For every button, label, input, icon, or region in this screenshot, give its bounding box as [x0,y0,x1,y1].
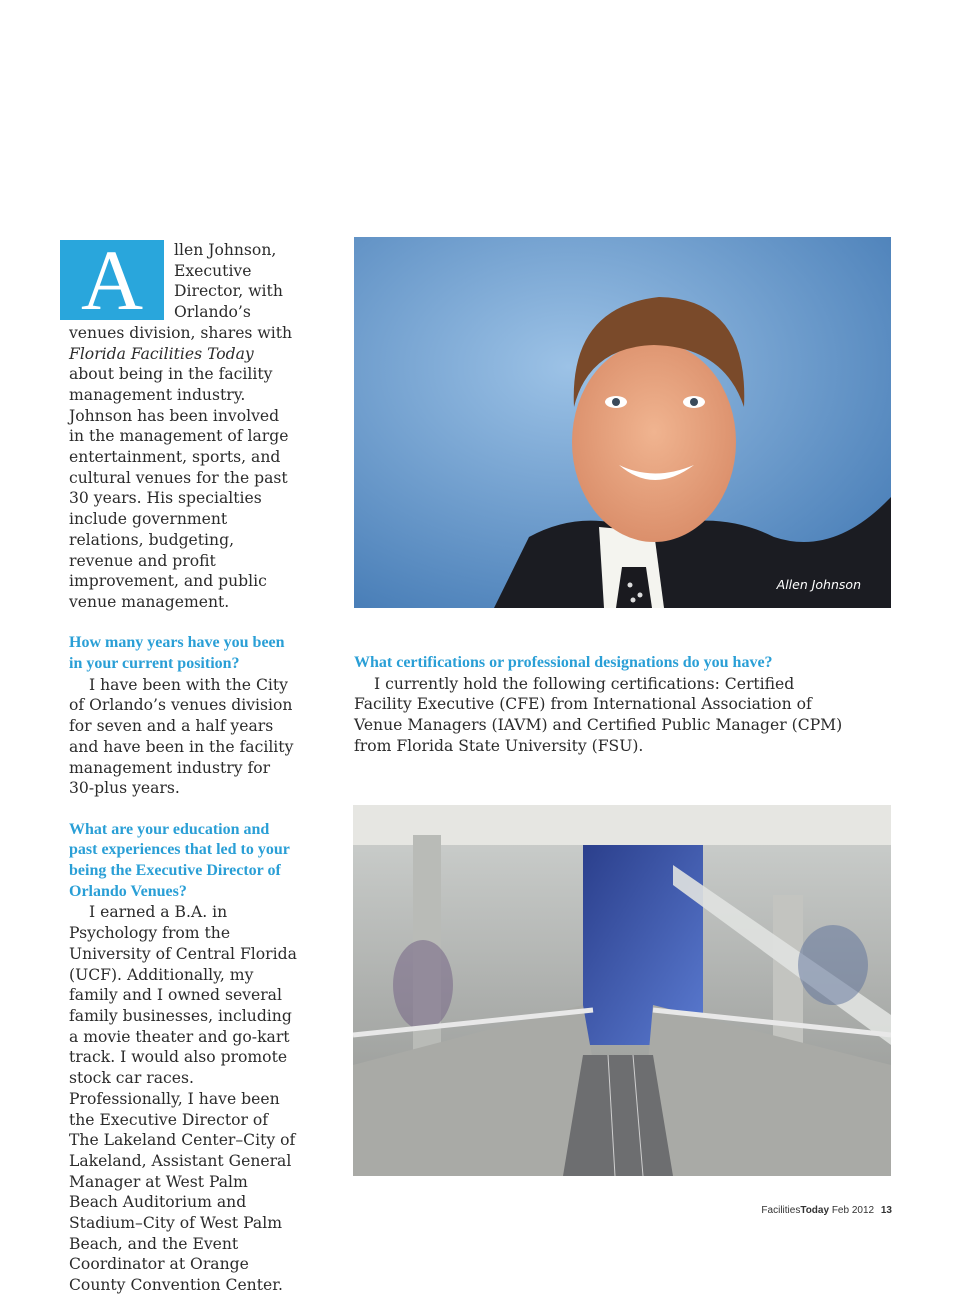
footer-brand-prefix: Facilities [761,1205,801,1216]
question-1: How many years have you been in your current position? [69,634,285,673]
answer-1: I have been with the City of Orlando’s venues division for seven and a half years and have been in the facility management industry for 30-plus years. [69,675,294,798]
publication-name: Florida Facilities Today [69,344,254,363]
answer-2: I earned a B.A. in Psychology from the University of Central Florida (UCF). Additionally, my family and I owned several family businesses, including a movie theater and go-kart track. I would also promote stock car races. Professionally, I have been the Executive Director of The Lakeland Center–City of Lakeland, Assistant General Manager at West Palm Beach Auditorium and Stadium–City of West Palm Beach, and the Event Coordinator at Orange County Convention Center. [69,903,297,1295]
right-column [354,653,854,757]
page-number: 13 [880,1205,892,1216]
photo-caption: Allen Johnson [776,577,861,592]
question-3: What certifications or professional designations do you have? [354,654,773,671]
intro-text-a: llen Johnson, Executive Director, with Orlando’s venues division, shares with [69,241,293,342]
drop-cap: A [60,240,164,320]
page-footer [761,1205,892,1216]
portrait-illustration [354,237,891,608]
question-2: What are your education and past experiences that led to your being the Executive Director of Orlando Venues? [69,820,290,900]
portrait-photo [354,237,891,608]
intro-paragraph [69,232,299,613]
escalator-illustration [353,805,891,1176]
escalator-photo [353,805,891,1176]
footer-issue: Feb 2012 [831,1205,875,1216]
answer-3: I currently hold the following certifications: Certified Facility Executive (CFE) from International Association of Venue Managers (IAVM) and Certified Public Manager (CPM) from Florida State University (FSU). [354,674,843,755]
intro-text-b: about being in the facility management industry. Johnson has been involved in the management of large entertainment, sports, and cultural venues for the past 30 years. His specialties include government relations, budgeting, revenue and profit improvement, and public venue management. [69,365,289,611]
left-column [69,232,299,1296]
footer-brand-bold: Today [800,1205,830,1216]
